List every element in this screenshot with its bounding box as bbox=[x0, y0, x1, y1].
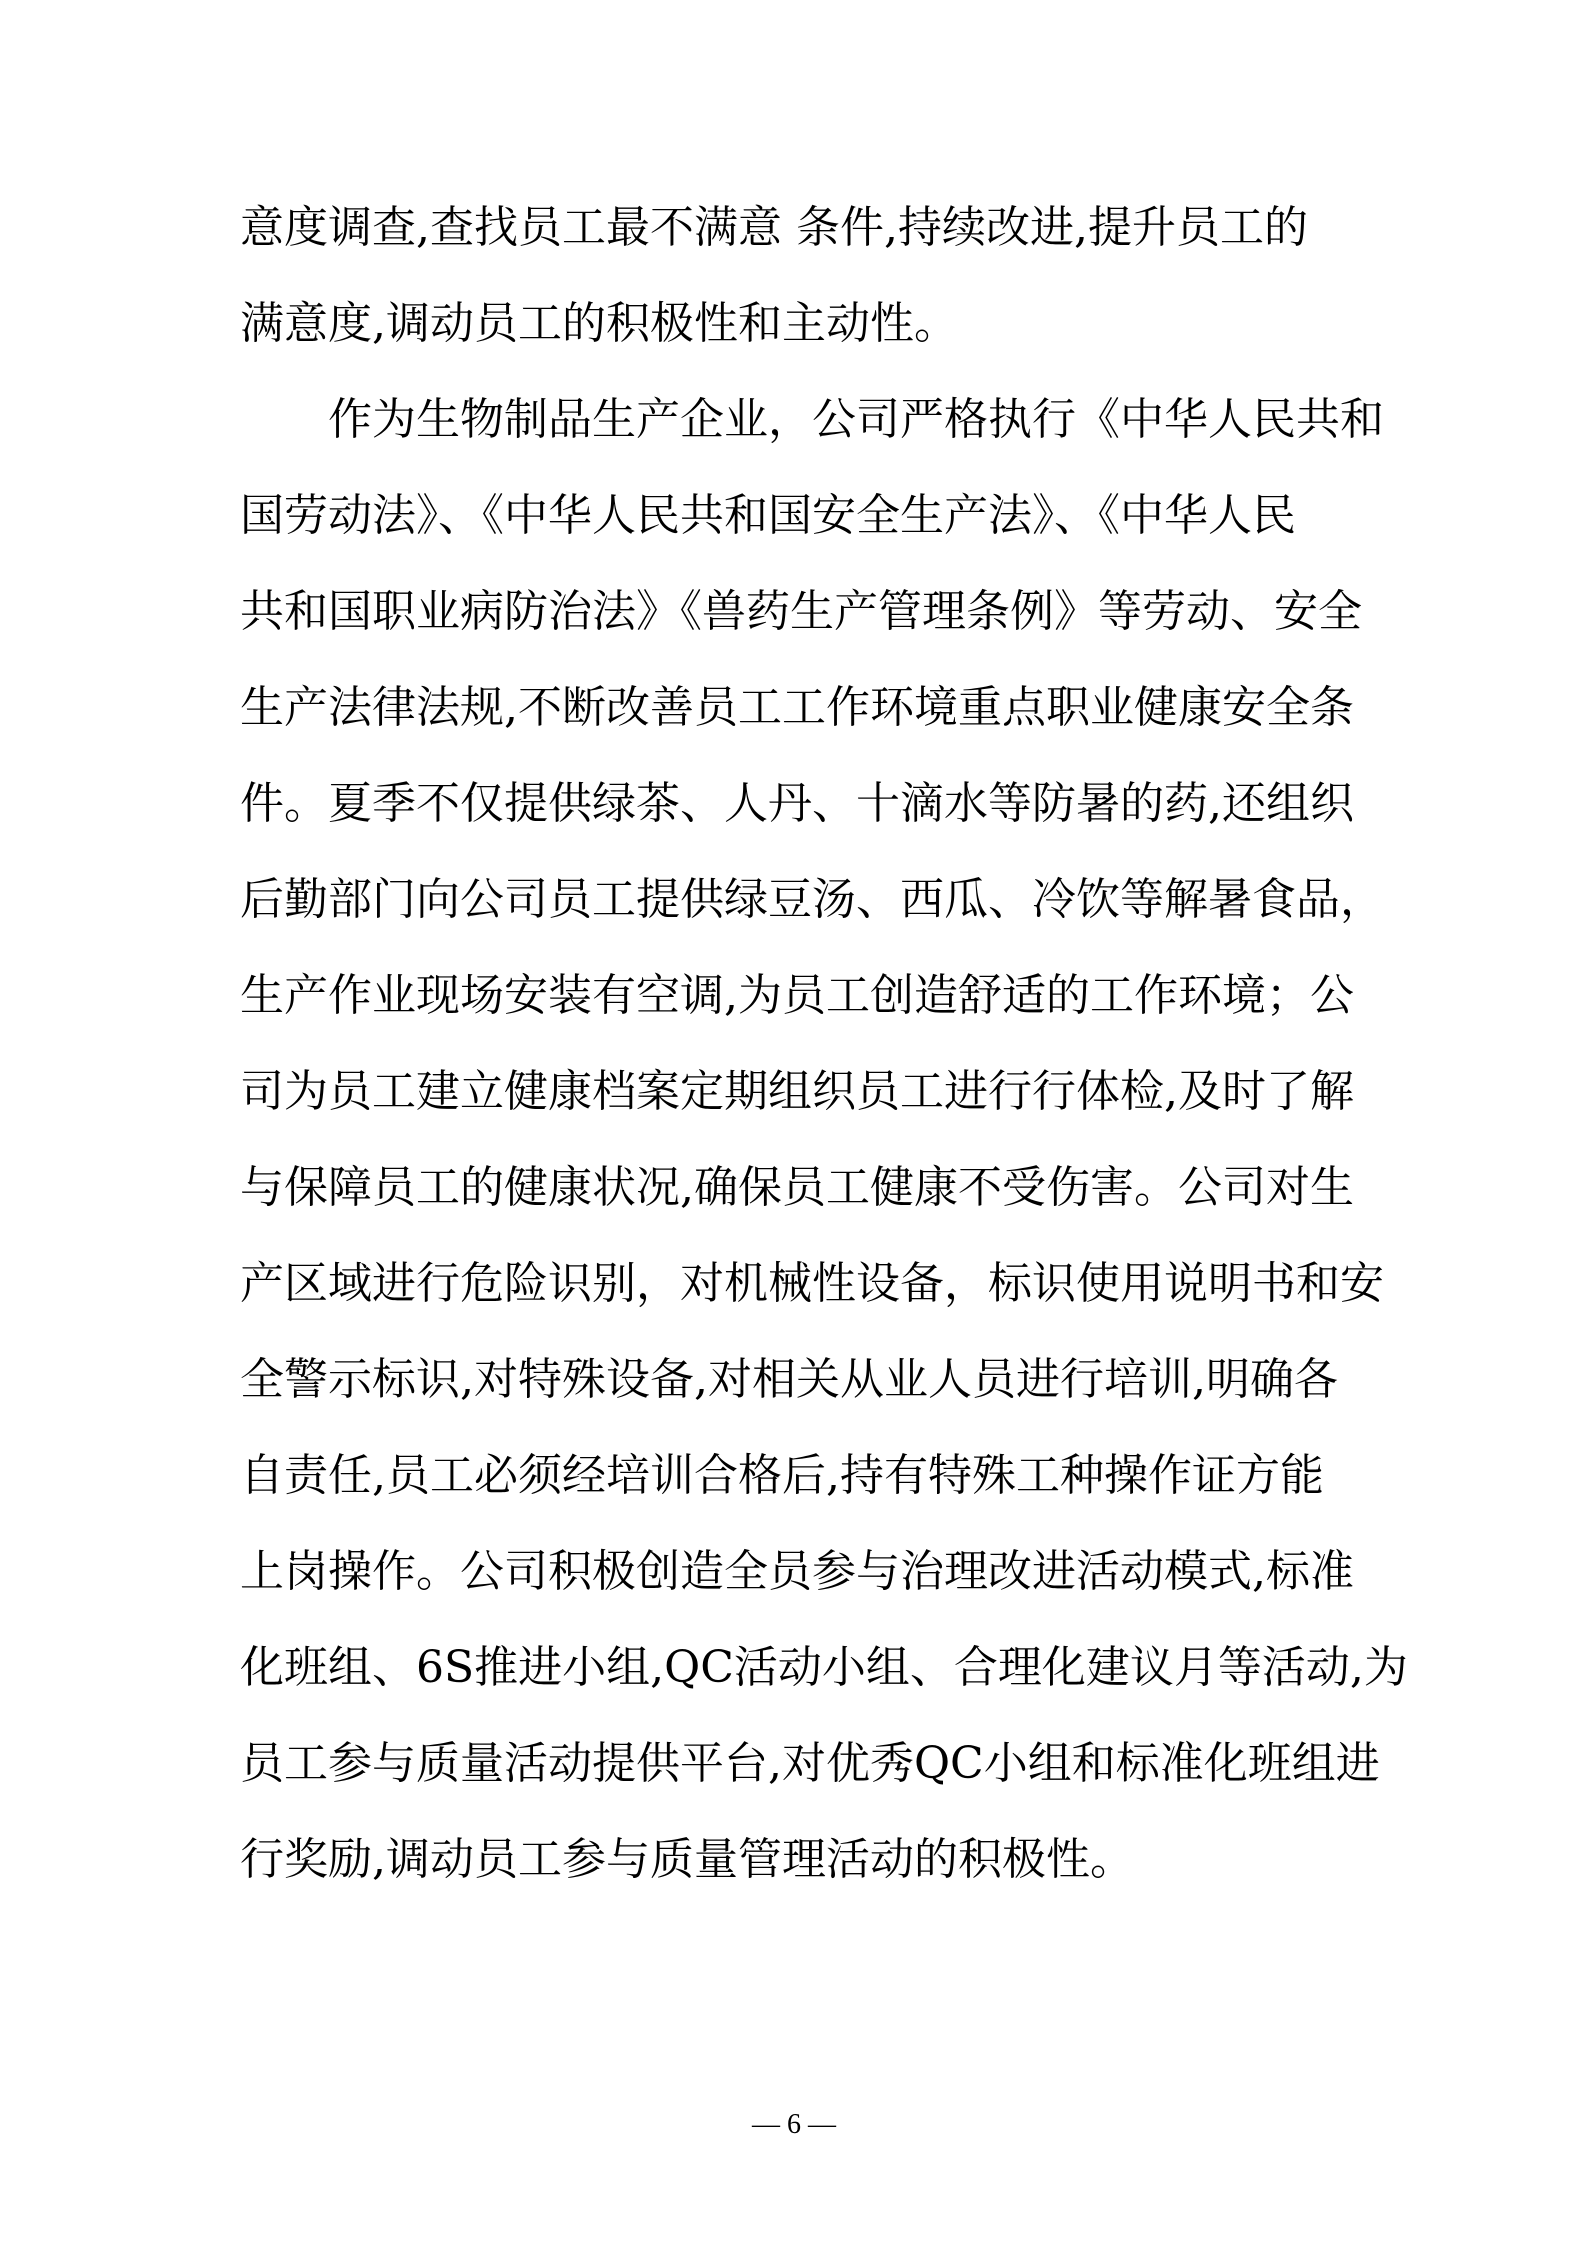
text-line: 化班组、6S推进小组,QC活动小组、合理化建议月等活动,为 bbox=[240, 1642, 1408, 1693]
text-line: 国劳动法》、《中华人民共和国安全生产法》、《中华人民 bbox=[240, 490, 1296, 541]
text-line: 件。夏季不仅提供绿茶、人丹、十滴水等防暑的药,还组织 bbox=[240, 778, 1354, 829]
text-line: 共和国职业病防治法》《兽药生产管理条例》等劳动、安全 bbox=[240, 586, 1362, 637]
text-line: 生产法律法规,不断改善员工工作环境重点职业健康安全条 bbox=[240, 682, 1354, 733]
text-line: 作为生物制品生产企业，公司严格执行《中华人民共和 bbox=[328, 394, 1384, 445]
text-line: 行奖励,调动员工参与质量管理活动的积极性。 bbox=[240, 1834, 1134, 1885]
text-line: 全警示标识,对特殊设备,对相关从业人员进行培训,明确各 bbox=[240, 1354, 1338, 1405]
paragraph-2 bbox=[240, 372, 1408, 1908]
text-line: 员工参与质量活动提供平台,对优秀QC小组和标准化班组进 bbox=[240, 1738, 1380, 1789]
text-line: 自责任,员工必须经培训合格后,持有特殊工种操作证方能 bbox=[240, 1450, 1324, 1501]
text-line: 司为员工建立健康档案定期组织员工进行行体检,及时了解 bbox=[240, 1066, 1354, 1117]
text-line: 意度调查,查找员工最不满意 条件,持续改进,提升员工的 bbox=[240, 202, 1308, 253]
text-line: 满意度,调动员工的积极性和主动性。 bbox=[240, 298, 958, 349]
text-line: 产区域进行危险识别，对机械性设备，标识使用说明书和安 bbox=[240, 1258, 1384, 1309]
body-text bbox=[240, 180, 1408, 1908]
paragraph-1 bbox=[240, 180, 1360, 372]
text-line: 后勤部门向公司员工提供绿豆汤、西瓜、冷饮等解暑食品， bbox=[240, 874, 1384, 925]
page-number: — 6 — bbox=[752, 2109, 836, 2140]
text-line: 与保障员工的健康状况,确保员工健康不受伤害。公司对生 bbox=[240, 1162, 1354, 1213]
text-line: 上岗操作。公司积极创造全员参与治理改进活动模式,标准 bbox=[240, 1546, 1354, 1597]
text-line: 生产作业现场安装有空调,为员工创造舒适的工作环境；公 bbox=[240, 970, 1354, 1021]
